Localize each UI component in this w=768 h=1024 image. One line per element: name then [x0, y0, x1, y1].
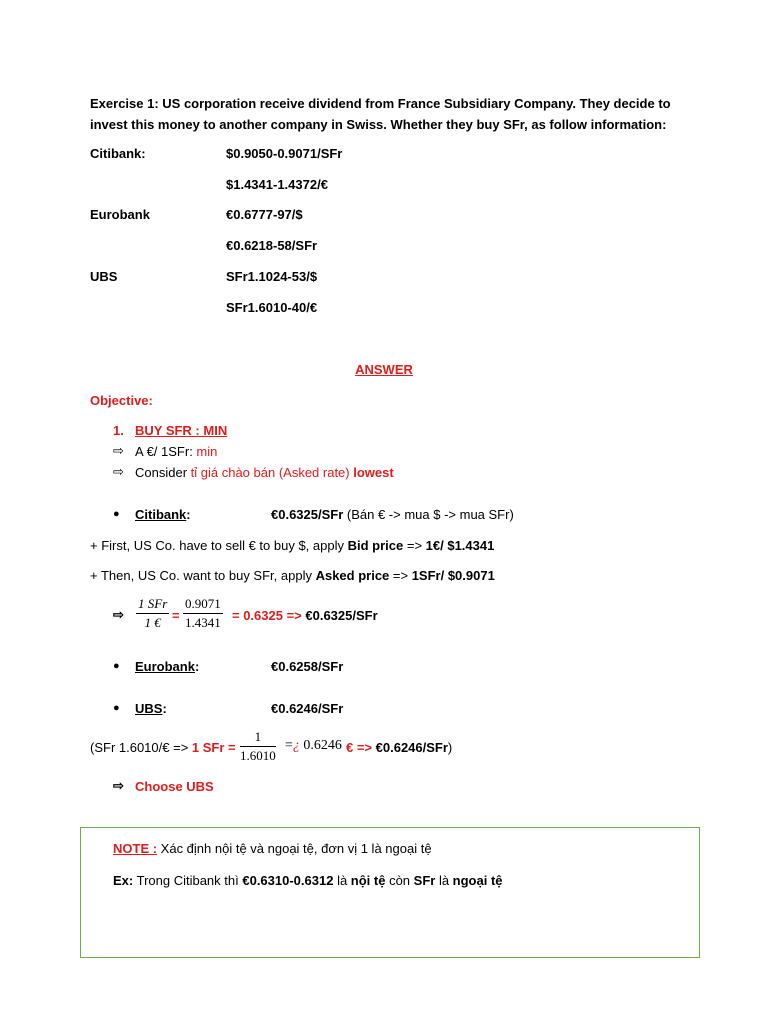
- fraction-ubs: $\frac{1}{1.6010}$: [240, 729, 276, 763]
- step-number: 1.: [113, 423, 124, 438]
- bullet-icon: ●: [113, 702, 120, 714]
- note-line: NOTE : Xác định nội tệ và ngoại tệ, đơn vị 1 là ngoại tệ: [113, 841, 432, 856]
- bullet-icon: ●: [113, 508, 120, 520]
- ubs-calc-result: € => €0.6246/SFr): [346, 740, 453, 755]
- citibank-rate-2: $1.4341-1.4372/€: [226, 177, 328, 192]
- ubs-calc-suffix: =¿ 0.6246: [285, 738, 342, 753]
- citibank-formula-result: = 0.6325 => €0.6325/SFr: [232, 608, 378, 623]
- criterion-asked-rate: Consider tỉ giá chào bán (Asked rate) lowest: [135, 465, 394, 480]
- fraction-sfr-per-euro: 1 SFr 1 €: [138, 596, 168, 630]
- ubs-label: UBS:: [135, 701, 167, 716]
- exercise-intro: [90, 93, 690, 135]
- eurobank-label: Eurobank:: [135, 659, 200, 674]
- arrow-icon: ⇨: [113, 607, 124, 622]
- ubs-rate-2: SFr1.6010-40/€: [226, 300, 318, 315]
- objective-label: Objective:: [90, 393, 153, 408]
- bullet-icon: ●: [113, 660, 120, 672]
- citibank-label: Citibank:: [135, 507, 191, 522]
- citibank-step-sell-euro: + First, US Co. have to sell € to buy $, apply Bid price => 1€/ $1.4341: [90, 538, 495, 553]
- arrow-icon: ⇨: [113, 778, 124, 793]
- criterion-min: A €/ 1SFr: min: [135, 444, 218, 459]
- bank-name-eurobank: Eurobank: [90, 207, 150, 222]
- eurobank-rate-1: €0.6777-97/$: [226, 207, 303, 222]
- arrow-icon: ⇨: [113, 464, 124, 479]
- equals-sign: =: [172, 608, 180, 623]
- citibank-result: €0.6325/SFr (Bán € -> mua $ -> mua SFr): [271, 507, 514, 522]
- ubs-calc-prefix: (SFr 1.6010/€ => 1 SFr =: [90, 740, 236, 755]
- conclusion: Choose UBS: [135, 779, 214, 794]
- step-title: BUY SFR : MIN: [135, 423, 228, 438]
- fraction-rates: $\frac{0.9071}{1.4341}$: [185, 596, 221, 630]
- intro-line-2: invest this money to another company in Swiss. Whether they buy SFr, as follow information:: [90, 117, 667, 132]
- citibank-step-buy-sfr: + Then, US Co. want to buy SFr, apply Asked price => 1SFr/ $0.9071: [90, 568, 495, 583]
- ubs-result: €0.6246/SFr: [271, 701, 344, 716]
- answer-heading: ANSWER: [355, 362, 413, 377]
- ubs-rate-1: SFr1.1024-53/$: [226, 269, 318, 284]
- note-example: Ex: Trong Citibank thì €0.6310-0.6312 là nội tệ còn SFr là ngoại tệ: [113, 873, 503, 888]
- arrow-icon: ⇨: [113, 443, 124, 458]
- citibank-rate-1: $0.9050-0.9071/SFr: [226, 146, 343, 161]
- bank-name-citibank: Citibank:: [90, 146, 146, 161]
- eurobank-rate-2: €0.6218-58/SFr: [226, 238, 318, 253]
- bank-name-ubs: UBS: [90, 269, 118, 284]
- intro-line-1: Exercise 1: US corporation receive dividend from France Subsidiary Company. They decide to: [90, 96, 671, 111]
- eurobank-result: €0.6258/SFr: [271, 659, 344, 674]
